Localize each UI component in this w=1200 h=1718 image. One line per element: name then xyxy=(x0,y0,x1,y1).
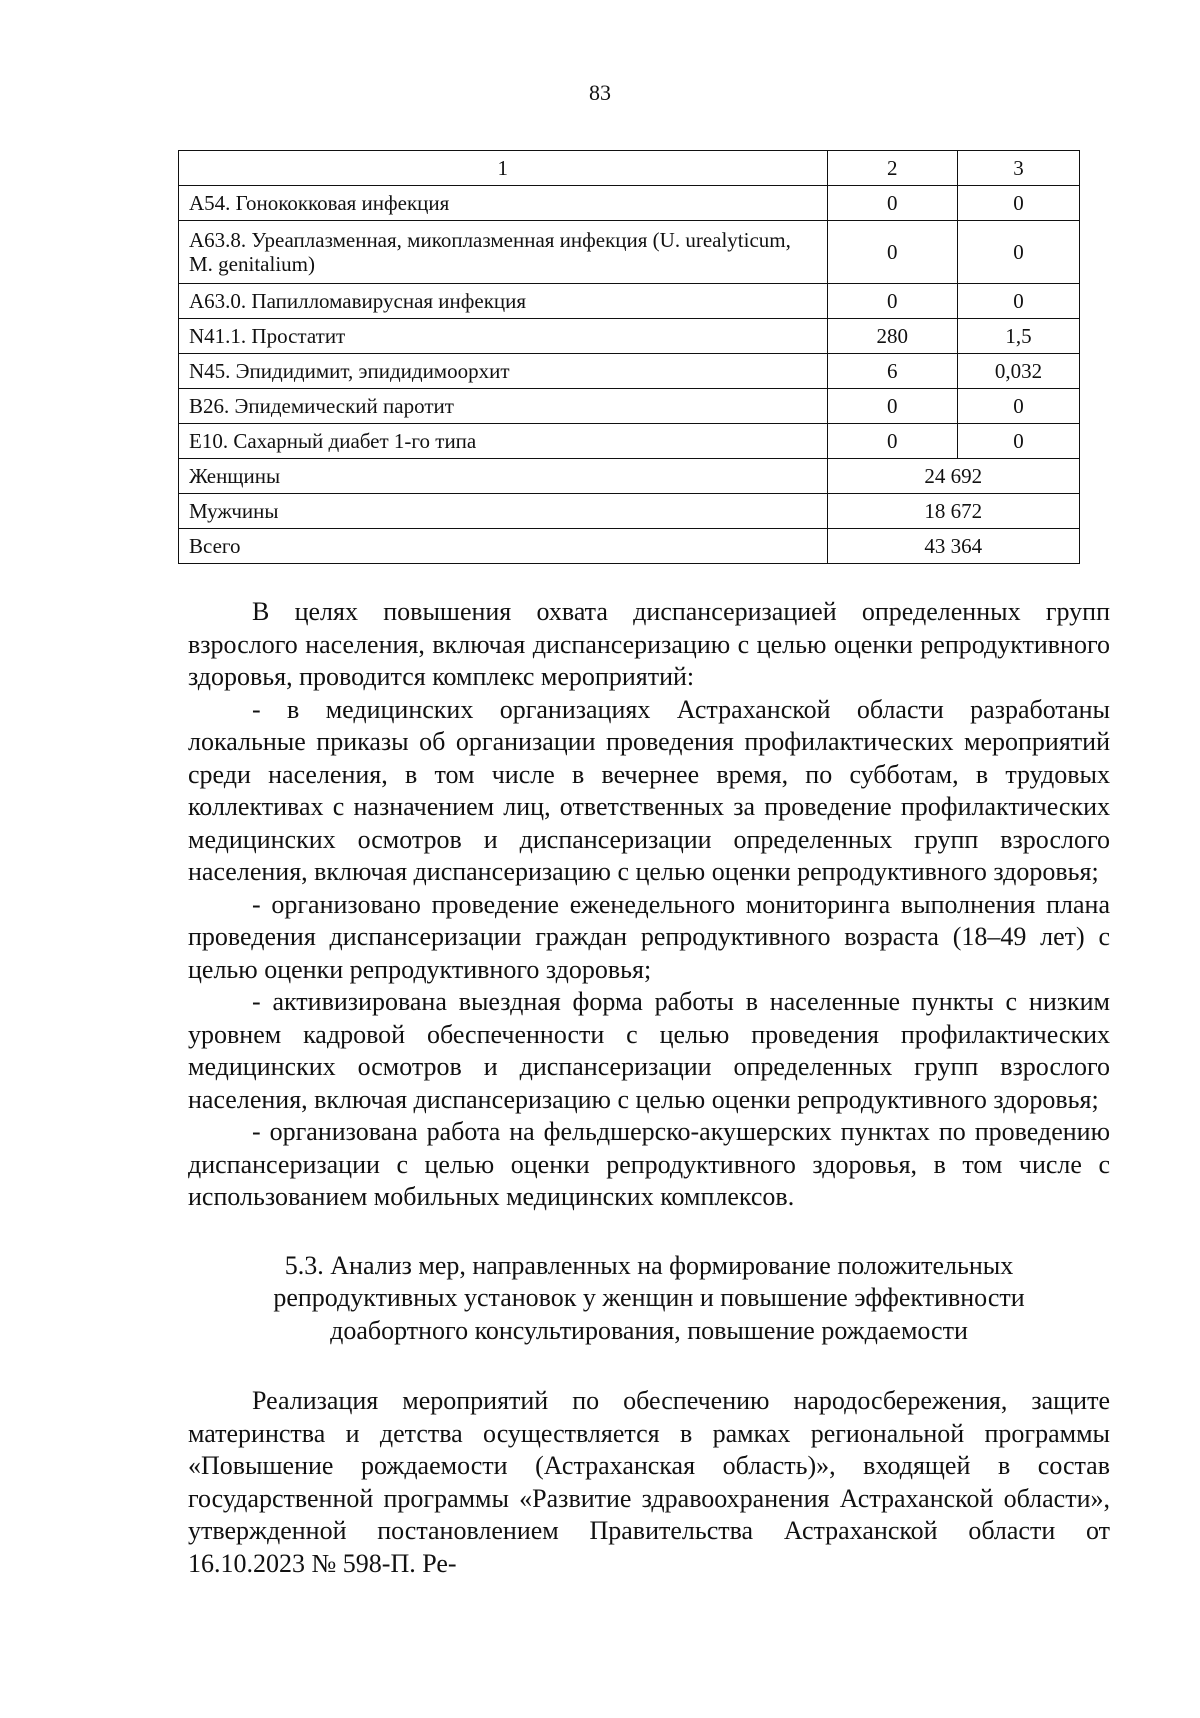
row-value-col2: 0 xyxy=(827,389,958,424)
row-value-col3: 0 xyxy=(958,186,1080,221)
list-item: - активизирована выездная форма работы в населенные пункты с низким уровнем кадровой обеспеченности с целью проведения профилактических медицинских осмотров и диспансеризации определенных групп взрослого населения, включая диспансеризацию с целью оценки репродуктивного здоровья; xyxy=(188,987,1110,1114)
totals-label: Всего xyxy=(179,529,828,564)
row-value-col2: 0 xyxy=(827,186,958,221)
body-text xyxy=(188,596,1110,1580)
totals-value: 24 692 xyxy=(827,459,1079,494)
totals-label: Мужчины xyxy=(179,494,828,529)
disease-statistics-table xyxy=(178,150,1080,564)
list-item: - организована работа на фельдшерско-акушерских пунктах по проведению диспансеризации с целью оценки репродуктивного здоровья, в том числе с использованием мобильных медицинских комплексов. xyxy=(188,1117,1110,1211)
final-paragraph: Реализация мероприятий по обеспечению народосбережения, защите материнства и детства осуществляется в рамках региональной программы «Повышение рождаемости (Астраханская область)», входящей в состав государственной программы «Развитие здравоохранения Астраханской области», утвержденной постановлением Правительства Астраханской области от 16.10.2023 № 598-П. Ре- xyxy=(188,1386,1110,1578)
table-header-cell: 3 xyxy=(958,151,1080,186)
row-value-col3: 1,5 xyxy=(958,319,1080,354)
row-value-col2: 6 xyxy=(827,354,958,389)
row-label: А63.0. Папилломавирусная инфекция xyxy=(179,284,828,319)
table-row xyxy=(179,221,1080,284)
row-label: А63.8. Уреаплазменная, микоплазменная инфекция (U. urealyticum, M. genitalium) xyxy=(179,221,828,284)
row-label: N41.1. Простатит xyxy=(179,319,828,354)
table-row xyxy=(179,186,1080,221)
totals-row-women xyxy=(179,459,1080,494)
row-value-col2: 0 xyxy=(827,284,958,319)
table-row xyxy=(179,424,1080,459)
row-value-col2: 0 xyxy=(827,221,958,284)
table-row xyxy=(179,389,1080,424)
intro-paragraph: В целях повышения охвата диспансеризацией определенных групп взрослого населения, включая диспансеризацию с целью оценки репродуктивного здоровья, проводится комплекс мероприятий: xyxy=(188,597,1110,691)
list-item: - в медицинских организациях Астраханской области разработаны локальные приказы об организации проведения профилактических мероприятий среди населения, в том числе в вечернее время, по субботам, в трудовых коллективах с назначением лиц, ответственных за проведение профилактических медицинских осмотров и диспансеризации определенных групп взрослого населения, включая диспансеризацию с целью оценки репродуктивного здоровья; xyxy=(188,694,1110,886)
row-value-col3: 0 xyxy=(958,221,1080,284)
table-header-cell: 2 xyxy=(827,151,958,186)
list-item: - организовано проведение еженедельного мониторинга выполнения плана проведения диспансеризации граждан репродуктивного возраста (18–49 лет) с целью оценки репродуктивного здоровья; xyxy=(188,889,1110,984)
row-value-col3: 0,032 xyxy=(958,354,1080,389)
totals-row-all xyxy=(179,529,1080,564)
table-row xyxy=(179,284,1080,319)
row-label: Е10. Сахарный диабет 1-го типа xyxy=(179,424,828,459)
row-value-col3: 0 xyxy=(958,389,1080,424)
totals-value: 43 364 xyxy=(827,529,1079,564)
row-label: N45. Эпидидимит, эпидидимоорхит xyxy=(179,354,828,389)
row-label: В26. Эпидемический паротит xyxy=(179,389,828,424)
table-row xyxy=(179,354,1080,389)
row-value-col3: 0 xyxy=(958,284,1080,319)
row-label: А54. Гонококковая инфекция xyxy=(179,186,828,221)
row-value-col2: 280 xyxy=(827,319,958,354)
row-value-col2: 0 xyxy=(827,424,958,459)
totals-row-men xyxy=(179,494,1080,529)
totals-value: 18 672 xyxy=(827,494,1079,529)
table-row xyxy=(179,319,1080,354)
row-value-col3: 0 xyxy=(958,424,1080,459)
table-header-row xyxy=(179,151,1080,186)
page-number: 83 xyxy=(589,80,611,105)
table-header-cell: 1 xyxy=(179,151,828,186)
totals-label: Женщины xyxy=(179,459,828,494)
section-heading: 5.3. Анализ мер, направленных на формирование положительных репродуктивных установок у женщин и повышение эффективности доабортного консультирования, повышение рождаемости xyxy=(273,1250,1025,1345)
